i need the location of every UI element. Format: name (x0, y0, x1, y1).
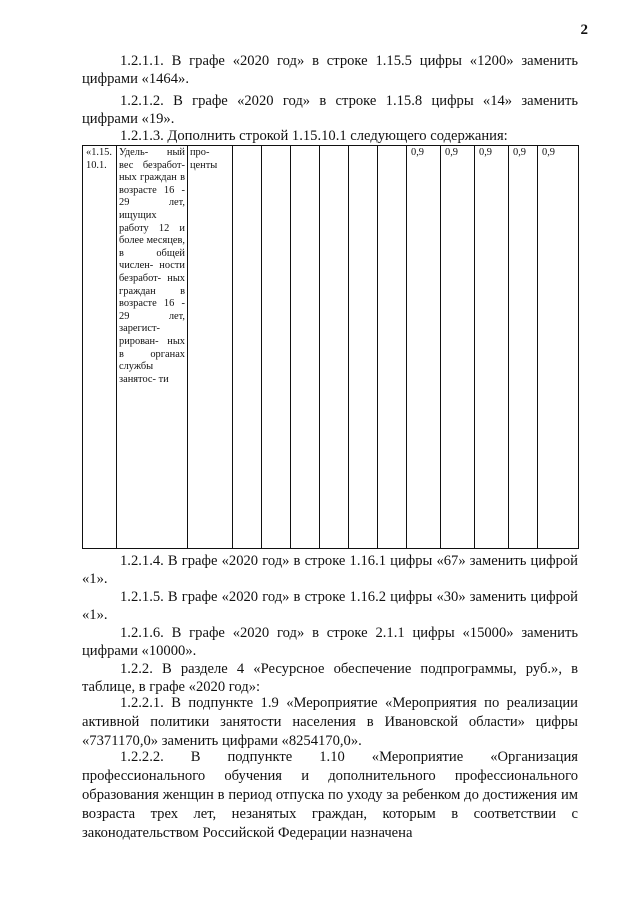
value-cell (291, 146, 320, 549)
paragraph-1-2-2: 1.2.2. В разделе 4 «Ресурсное обеспечение подпрограммы, руб.», в таблице, в графе «2020 год»: (82, 661, 578, 695)
value-cell (349, 146, 378, 549)
paragraph-1-2-1-1: 1.2.1.1. В графе «2020 год» в строке 1.15.5 цифры «1200» заменить цифрами «1464». (82, 53, 578, 87)
paragraph-1-2-2-2: 1.2.2.2. В подпункте 1.10 «Мероприятие «Организация профессионального обучения и дополнительного профессионального образования женщин в период отпуска по уходу за ребенком до достижения им возраста трех лет, незанятых граждан, которым в соответствии с законодательством Российской Федерации назначена (82, 749, 578, 841)
inserted-table-row (82, 145, 579, 549)
paragraph-1-2-1-2: 1.2.1.2. В графе «2020 год» в строке 1.15.8 цифры «14» заменить цифрами «19». (82, 93, 578, 127)
table-row (83, 146, 579, 549)
paragraph-1-2-1-6: 1.2.1.6. В графе «2020 год» в строке 2.1.1 цифры «15000» заменить цифрами «10000». (82, 625, 578, 659)
row-description-cell: Удель- ный вес безработ- ных граждан в возрасте 16 - 29 лет, ищущих работу 12 и более месяцев, в общей числен- ности безработ- ных граждан в возрасте 16 - 29 лет, зарегист- рирован- ных в органах службы занятос- ти (117, 146, 188, 549)
paragraph-1-2-1-4: 1.2.1.4. В графе «2020 год» в строке 1.16.1 цифры «67» заменить цифрой «1». (82, 553, 578, 587)
value-cell: 0,9 (509, 146, 538, 549)
row-number-cell: «1.15. 10.1. (83, 146, 117, 549)
value-cell (378, 146, 407, 549)
paragraph-1-2-1-5: 1.2.1.5. В графе «2020 год» в строке 1.16.2 цифры «30» заменить цифрой «1». (82, 589, 578, 623)
row-unit-cell: про- центы (188, 146, 233, 549)
value-cell: 0,9 (407, 146, 441, 549)
value-cell: 0,9 (538, 146, 579, 549)
value-cell (320, 146, 349, 549)
value-cell: 0,9 (441, 146, 475, 549)
value-cell (233, 146, 262, 549)
paragraph-1-2-2-1: 1.2.2.1. В подпункте 1.9 «Мероприятие «Мероприятия по реализации активной политики занятости населения в Ивановской области» цифры «7371170,0» заменить цифрами «8254170,0». (82, 695, 578, 749)
value-cell (262, 146, 291, 549)
paragraph-1-2-1-3: 1.2.1.3. Дополнить строкой 1.15.10.1 следующего содержания: (120, 128, 508, 144)
page-number: 2 (580, 22, 588, 38)
value-cell: 0,9 (475, 146, 509, 549)
